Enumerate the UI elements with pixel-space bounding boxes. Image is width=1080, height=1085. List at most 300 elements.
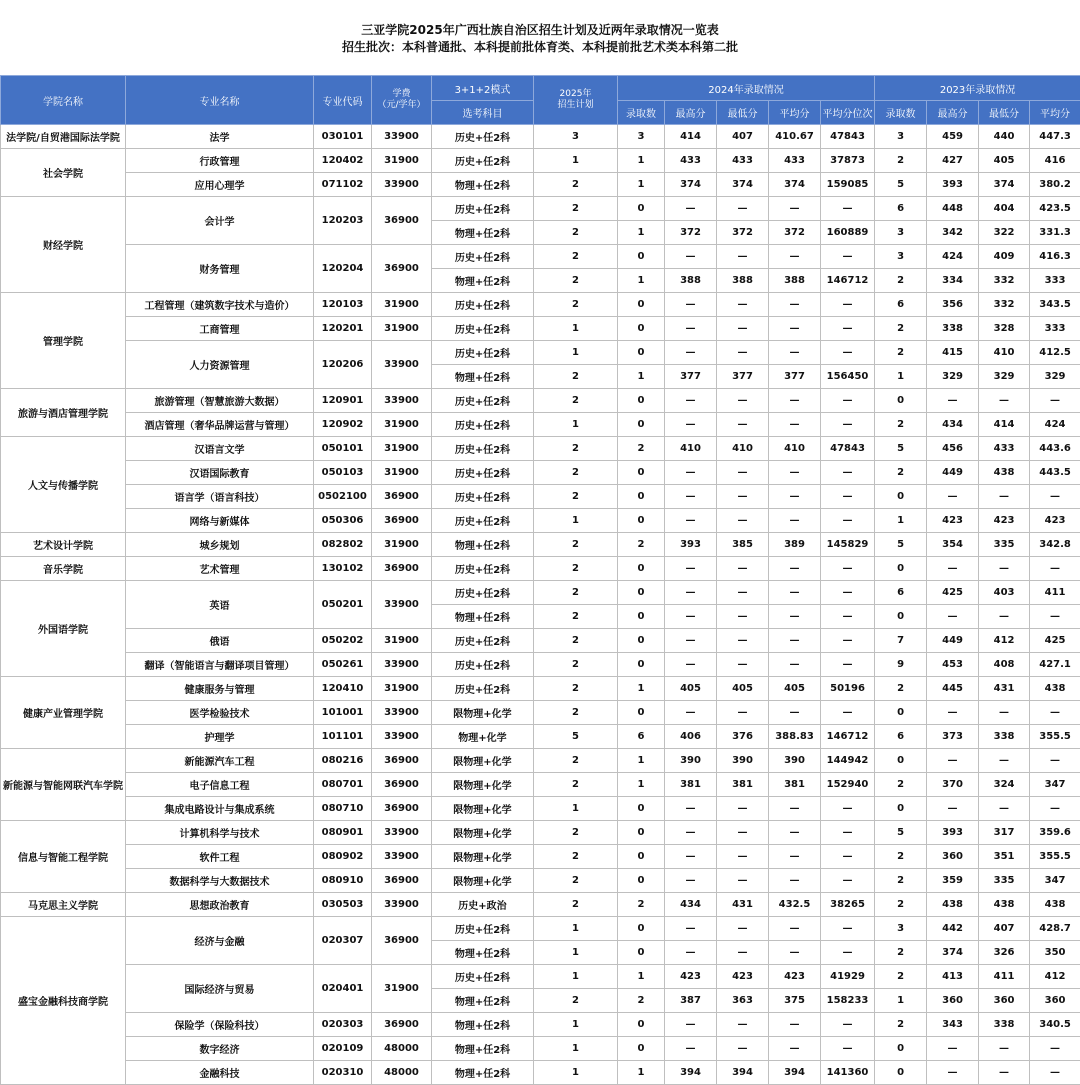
tuition-fee: 48000 bbox=[372, 1061, 432, 1085]
avg-2024: 381 bbox=[769, 773, 821, 797]
plan-2025: 2 bbox=[534, 197, 618, 221]
min-2023: 351 bbox=[979, 845, 1030, 869]
count-2023: 7 bbox=[875, 629, 927, 653]
major-name: 人力资源管理 bbox=[126, 341, 314, 389]
subject-requirement: 限物理+化学 bbox=[432, 773, 534, 797]
header-2024-max: 最高分 bbox=[665, 101, 717, 125]
major-name: 金融科技 bbox=[126, 1061, 314, 1085]
tuition-fee: 33900 bbox=[372, 725, 432, 749]
count-2024: 0 bbox=[618, 869, 665, 893]
min-2024: 372 bbox=[717, 221, 769, 245]
subject-requirement: 历史+任2科 bbox=[432, 581, 534, 605]
table-row bbox=[1, 173, 1080, 197]
count-2023: 5 bbox=[875, 533, 927, 557]
table-row bbox=[1, 893, 1080, 917]
max-2023: 338 bbox=[927, 317, 979, 341]
count-2024: 0 bbox=[618, 797, 665, 821]
count-2023: 0 bbox=[875, 1061, 927, 1085]
major-name: 健康服务与管理 bbox=[126, 677, 314, 701]
plan-2025: 3 bbox=[534, 125, 618, 149]
major-code: 020109 bbox=[314, 1037, 372, 1061]
max-2024: 394 bbox=[665, 1061, 717, 1085]
college-name: 马克思主义学院 bbox=[1, 893, 126, 917]
tuition-fee: 36900 bbox=[372, 245, 432, 293]
max-2023: — bbox=[927, 389, 979, 413]
max-2024: — bbox=[665, 341, 717, 365]
min-2023: 404 bbox=[979, 197, 1030, 221]
count-2024: 3 bbox=[618, 125, 665, 149]
college-name: 旅游与酒店管理学院 bbox=[1, 389, 126, 437]
avg-2023: 424 bbox=[1030, 413, 1080, 437]
avg-2024: — bbox=[769, 941, 821, 965]
major-name: 俄语 bbox=[126, 629, 314, 653]
table-row bbox=[1, 725, 1080, 749]
min-2024: — bbox=[717, 701, 769, 725]
tuition-fee: 33900 bbox=[372, 581, 432, 629]
subject-requirement: 历史+政治 bbox=[432, 893, 534, 917]
subject-requirement: 物理+任2科 bbox=[432, 269, 534, 293]
count-2024: 2 bbox=[618, 893, 665, 917]
major-name: 法学 bbox=[126, 125, 314, 149]
tuition-fee: 48000 bbox=[372, 1037, 432, 1061]
min-2023: — bbox=[979, 485, 1030, 509]
table-row bbox=[1, 581, 1080, 605]
plan-2025: 2 bbox=[534, 581, 618, 605]
avg-2023: 347 bbox=[1030, 869, 1080, 893]
max-2024: — bbox=[665, 941, 717, 965]
plan-2025: 2 bbox=[534, 437, 618, 461]
header-plan: 2025年 招生计划 bbox=[534, 76, 618, 125]
min-2024: — bbox=[717, 461, 769, 485]
table-row bbox=[1, 917, 1080, 941]
tuition-fee: 31900 bbox=[372, 533, 432, 557]
max-2024: 414 bbox=[665, 125, 717, 149]
major-code: 020307 bbox=[314, 917, 372, 965]
table-row bbox=[1, 125, 1080, 149]
min-2024: — bbox=[717, 389, 769, 413]
plan-2025: 2 bbox=[534, 269, 618, 293]
count-2024: 1 bbox=[618, 677, 665, 701]
avg-2024: 394 bbox=[769, 1061, 821, 1085]
min-2024: — bbox=[717, 1013, 769, 1037]
min-2023: 410 bbox=[979, 341, 1030, 365]
major-code: 050101 bbox=[314, 437, 372, 461]
tuition-fee: 31900 bbox=[372, 437, 432, 461]
count-2023: 2 bbox=[875, 845, 927, 869]
count-2024: 1 bbox=[618, 173, 665, 197]
avg-2023: — bbox=[1030, 749, 1080, 773]
max-2023: 356 bbox=[927, 293, 979, 317]
college-name: 音乐学院 bbox=[1, 557, 126, 581]
major-name: 保险学（保险科技） bbox=[126, 1013, 314, 1037]
plan-2025: 2 bbox=[534, 365, 618, 389]
rank-2024: — bbox=[821, 653, 875, 677]
subject-requirement: 限物理+化学 bbox=[432, 845, 534, 869]
plan-2025: 2 bbox=[534, 677, 618, 701]
subject-requirement: 历史+任2科 bbox=[432, 245, 534, 269]
count-2023: 0 bbox=[875, 605, 927, 629]
table-row bbox=[1, 509, 1080, 533]
header-major: 专业名称 bbox=[126, 76, 314, 125]
count-2024: 0 bbox=[618, 197, 665, 221]
min-2023: — bbox=[979, 605, 1030, 629]
min-2024: — bbox=[717, 821, 769, 845]
count-2023: 2 bbox=[875, 413, 927, 437]
max-2023: 423 bbox=[927, 509, 979, 533]
min-2024: — bbox=[717, 1037, 769, 1061]
header-college: 学院名称 bbox=[1, 76, 126, 125]
major-name: 数据科学与大数据技术 bbox=[126, 869, 314, 893]
tuition-fee: 36900 bbox=[372, 773, 432, 797]
subject-requirement: 物理+任2科 bbox=[432, 605, 534, 629]
max-2024: 372 bbox=[665, 221, 717, 245]
subject-requirement: 物理+任2科 bbox=[432, 173, 534, 197]
max-2023: — bbox=[927, 485, 979, 509]
table-row bbox=[1, 245, 1080, 269]
subject-requirement: 历史+任2科 bbox=[432, 509, 534, 533]
major-code: 101001 bbox=[314, 701, 372, 725]
avg-2024: 433 bbox=[769, 149, 821, 173]
table-row bbox=[1, 749, 1080, 773]
subject-requirement: 物理+任2科 bbox=[432, 365, 534, 389]
min-2023: — bbox=[979, 749, 1030, 773]
college-name: 社会学院 bbox=[1, 149, 126, 197]
count-2023: 6 bbox=[875, 293, 927, 317]
avg-2024: 432.5 bbox=[769, 893, 821, 917]
count-2023: 6 bbox=[875, 581, 927, 605]
avg-2024: 405 bbox=[769, 677, 821, 701]
count-2023: 2 bbox=[875, 317, 927, 341]
min-2024: 431 bbox=[717, 893, 769, 917]
count-2024: 1 bbox=[618, 1061, 665, 1085]
min-2023: 332 bbox=[979, 269, 1030, 293]
min-2024: — bbox=[717, 917, 769, 941]
min-2023: 335 bbox=[979, 533, 1030, 557]
avg-2024: — bbox=[769, 869, 821, 893]
min-2024: 407 bbox=[717, 125, 769, 149]
min-2023: 335 bbox=[979, 869, 1030, 893]
min-2024: — bbox=[717, 797, 769, 821]
min-2024: — bbox=[717, 845, 769, 869]
avg-2024: — bbox=[769, 1013, 821, 1037]
min-2023: 326 bbox=[979, 941, 1030, 965]
rank-2024: 146712 bbox=[821, 725, 875, 749]
college-name: 财经学院 bbox=[1, 197, 126, 293]
count-2024: 0 bbox=[618, 581, 665, 605]
major-code: 120206 bbox=[314, 341, 372, 389]
major-code: 050306 bbox=[314, 509, 372, 533]
max-2023: 415 bbox=[927, 341, 979, 365]
avg-2023: 360 bbox=[1030, 989, 1080, 1013]
avg-2024: — bbox=[769, 317, 821, 341]
major-code: 050261 bbox=[314, 653, 372, 677]
plan-2025: 2 bbox=[534, 533, 618, 557]
admission-table bbox=[0, 75, 1080, 1085]
table-row bbox=[1, 317, 1080, 341]
max-2023: 449 bbox=[927, 461, 979, 485]
min-2024: 423 bbox=[717, 965, 769, 989]
min-2024: — bbox=[717, 557, 769, 581]
max-2024: 387 bbox=[665, 989, 717, 1013]
count-2023: 0 bbox=[875, 389, 927, 413]
avg-2023: 340.5 bbox=[1030, 1013, 1080, 1037]
subject-requirement: 物理+任2科 bbox=[432, 1061, 534, 1085]
subject-requirement: 限物理+化学 bbox=[432, 749, 534, 773]
tuition-fee: 31900 bbox=[372, 293, 432, 317]
count-2023: 2 bbox=[875, 941, 927, 965]
major-name: 网络与新媒体 bbox=[126, 509, 314, 533]
major-name: 语言学（语言科技） bbox=[126, 485, 314, 509]
rank-2024: — bbox=[821, 797, 875, 821]
tuition-fee: 31900 bbox=[372, 677, 432, 701]
plan-2025: 2 bbox=[534, 845, 618, 869]
tuition-fee: 33900 bbox=[372, 701, 432, 725]
min-2024: 381 bbox=[717, 773, 769, 797]
count-2023: 3 bbox=[875, 245, 927, 269]
min-2024: 363 bbox=[717, 989, 769, 1013]
max-2023: 427 bbox=[927, 149, 979, 173]
count-2023: 2 bbox=[875, 269, 927, 293]
table-row bbox=[1, 197, 1080, 221]
major-name: 数字经济 bbox=[126, 1037, 314, 1061]
avg-2023: 443.6 bbox=[1030, 437, 1080, 461]
avg-2023: 412 bbox=[1030, 965, 1080, 989]
count-2023: 6 bbox=[875, 197, 927, 221]
min-2024: 394 bbox=[717, 1061, 769, 1085]
major-name: 护理学 bbox=[126, 725, 314, 749]
avg-2023: 333 bbox=[1030, 317, 1080, 341]
subject-requirement: 限物理+化学 bbox=[432, 797, 534, 821]
max-2023: 413 bbox=[927, 965, 979, 989]
max-2024: — bbox=[665, 197, 717, 221]
count-2024: 0 bbox=[618, 821, 665, 845]
avg-2023: — bbox=[1030, 557, 1080, 581]
min-2024: — bbox=[717, 509, 769, 533]
major-code: 050201 bbox=[314, 581, 372, 629]
header-2023-min: 最低分 bbox=[979, 101, 1030, 125]
tuition-fee: 33900 bbox=[372, 845, 432, 869]
rank-2024: — bbox=[821, 557, 875, 581]
rank-2024: 47843 bbox=[821, 125, 875, 149]
min-2023: 423 bbox=[979, 509, 1030, 533]
max-2023: 459 bbox=[927, 125, 979, 149]
max-2024: — bbox=[665, 245, 717, 269]
count-2024: 1 bbox=[618, 149, 665, 173]
tuition-fee: 36900 bbox=[372, 197, 432, 245]
min-2024: — bbox=[717, 413, 769, 437]
tuition-fee: 36900 bbox=[372, 509, 432, 533]
max-2024: — bbox=[665, 797, 717, 821]
table-row bbox=[1, 149, 1080, 173]
rank-2024: — bbox=[821, 941, 875, 965]
count-2024: 0 bbox=[618, 317, 665, 341]
plan-2025: 1 bbox=[534, 941, 618, 965]
count-2023: 2 bbox=[875, 869, 927, 893]
avg-2024: — bbox=[769, 557, 821, 581]
avg-2024: 410 bbox=[769, 437, 821, 461]
avg-2023: 347 bbox=[1030, 773, 1080, 797]
max-2024: — bbox=[665, 605, 717, 629]
college-name: 外国语学院 bbox=[1, 581, 126, 677]
max-2023: 360 bbox=[927, 989, 979, 1013]
major-code: 120201 bbox=[314, 317, 372, 341]
min-2023: 324 bbox=[979, 773, 1030, 797]
min-2024: — bbox=[717, 317, 769, 341]
count-2024: 0 bbox=[618, 605, 665, 629]
major-code: 120203 bbox=[314, 197, 372, 245]
count-2024: 0 bbox=[618, 941, 665, 965]
table-row bbox=[1, 293, 1080, 317]
title-block bbox=[0, 0, 1080, 75]
count-2023: 9 bbox=[875, 653, 927, 677]
plan-2025: 2 bbox=[534, 557, 618, 581]
major-code: 080902 bbox=[314, 845, 372, 869]
plan-2025: 2 bbox=[534, 485, 618, 509]
min-2023: — bbox=[979, 389, 1030, 413]
avg-2023: — bbox=[1030, 1061, 1080, 1085]
max-2023: 449 bbox=[927, 629, 979, 653]
min-2024: 405 bbox=[717, 677, 769, 701]
major-name: 应用心理学 bbox=[126, 173, 314, 197]
max-2023: 434 bbox=[927, 413, 979, 437]
avg-2024: 372 bbox=[769, 221, 821, 245]
subject-requirement: 物理+任2科 bbox=[432, 221, 534, 245]
min-2023: 374 bbox=[979, 173, 1030, 197]
max-2023: — bbox=[927, 701, 979, 725]
rank-2024: — bbox=[821, 845, 875, 869]
count-2023: 0 bbox=[875, 701, 927, 725]
college-name: 新能源与智能网联汽车学院 bbox=[1, 749, 126, 821]
plan-2025: 1 bbox=[534, 509, 618, 533]
subject-requirement: 历史+任2科 bbox=[432, 917, 534, 941]
max-2023: — bbox=[927, 749, 979, 773]
major-name: 计算机科学与技术 bbox=[126, 821, 314, 845]
max-2024: — bbox=[665, 485, 717, 509]
max-2024: 374 bbox=[665, 173, 717, 197]
count-2024: 0 bbox=[618, 245, 665, 269]
avg-2023: 380.2 bbox=[1030, 173, 1080, 197]
major-code: 080901 bbox=[314, 821, 372, 845]
count-2023: 1 bbox=[875, 509, 927, 533]
rank-2024: — bbox=[821, 389, 875, 413]
major-code: 082802 bbox=[314, 533, 372, 557]
table-row bbox=[1, 1013, 1080, 1037]
max-2024: — bbox=[665, 509, 717, 533]
subject-requirement: 历史+任2科 bbox=[432, 437, 534, 461]
avg-2024: — bbox=[769, 1037, 821, 1061]
plan-2025: 2 bbox=[534, 701, 618, 725]
max-2024: — bbox=[665, 845, 717, 869]
max-2024: — bbox=[665, 389, 717, 413]
avg-2024: 375 bbox=[769, 989, 821, 1013]
max-2024: 433 bbox=[665, 149, 717, 173]
avg-2024: — bbox=[769, 605, 821, 629]
major-name: 思想政治教育 bbox=[126, 893, 314, 917]
rank-2024: — bbox=[821, 413, 875, 437]
avg-2024: — bbox=[769, 245, 821, 269]
plan-2025: 2 bbox=[534, 389, 618, 413]
count-2023: 2 bbox=[875, 677, 927, 701]
header-mode: 3+1+2模式 bbox=[432, 76, 534, 101]
count-2023: 2 bbox=[875, 341, 927, 365]
major-code: 120902 bbox=[314, 413, 372, 437]
max-2023: 442 bbox=[927, 917, 979, 941]
min-2023: 408 bbox=[979, 653, 1030, 677]
avg-2024: — bbox=[769, 845, 821, 869]
table-row bbox=[1, 413, 1080, 437]
min-2023: 438 bbox=[979, 893, 1030, 917]
plan-2025: 2 bbox=[534, 173, 618, 197]
avg-2024: — bbox=[769, 341, 821, 365]
avg-2023: 438 bbox=[1030, 677, 1080, 701]
plan-2025: 2 bbox=[534, 869, 618, 893]
major-code: 071102 bbox=[314, 173, 372, 197]
count-2023: 0 bbox=[875, 557, 927, 581]
major-code: 130102 bbox=[314, 557, 372, 581]
min-2023: 411 bbox=[979, 965, 1030, 989]
count-2023: 6 bbox=[875, 725, 927, 749]
max-2023: 343 bbox=[927, 1013, 979, 1037]
max-2023: 354 bbox=[927, 533, 979, 557]
avg-2024: 390 bbox=[769, 749, 821, 773]
min-2023: 407 bbox=[979, 917, 1030, 941]
plan-2025: 1 bbox=[534, 413, 618, 437]
avg-2024: — bbox=[769, 413, 821, 437]
count-2024: 1 bbox=[618, 773, 665, 797]
major-name: 汉语国际教育 bbox=[126, 461, 314, 485]
rank-2024: — bbox=[821, 629, 875, 653]
avg-2023: 350 bbox=[1030, 941, 1080, 965]
avg-2023: 331.3 bbox=[1030, 221, 1080, 245]
plan-2025: 2 bbox=[534, 245, 618, 269]
tuition-fee: 33900 bbox=[372, 821, 432, 845]
max-2024: — bbox=[665, 701, 717, 725]
college-name: 盛宝金融科技商学院 bbox=[1, 917, 126, 1085]
max-2023: 456 bbox=[927, 437, 979, 461]
tuition-fee: 31900 bbox=[372, 629, 432, 653]
avg-2024: — bbox=[769, 485, 821, 509]
avg-2024: — bbox=[769, 461, 821, 485]
header-2024-count: 录取数 bbox=[618, 101, 665, 125]
min-2024: — bbox=[717, 293, 769, 317]
count-2023: 2 bbox=[875, 893, 927, 917]
max-2024: — bbox=[665, 461, 717, 485]
subject-requirement: 历史+任2科 bbox=[432, 629, 534, 653]
avg-2024: — bbox=[769, 797, 821, 821]
major-code: 120901 bbox=[314, 389, 372, 413]
min-2023: 332 bbox=[979, 293, 1030, 317]
min-2023: 438 bbox=[979, 461, 1030, 485]
min-2023: 440 bbox=[979, 125, 1030, 149]
tuition-fee: 33900 bbox=[372, 653, 432, 677]
avg-2023: 416.3 bbox=[1030, 245, 1080, 269]
major-name: 英语 bbox=[126, 581, 314, 629]
tuition-fee: 33900 bbox=[372, 341, 432, 389]
table-row bbox=[1, 1037, 1080, 1061]
table-row bbox=[1, 797, 1080, 821]
max-2023: 374 bbox=[927, 941, 979, 965]
major-code: 0502100 bbox=[314, 485, 372, 509]
avg-2023: 427.1 bbox=[1030, 653, 1080, 677]
rank-2024: 141360 bbox=[821, 1061, 875, 1085]
min-2024: — bbox=[717, 245, 769, 269]
major-name: 财务管理 bbox=[126, 245, 314, 293]
plan-2025: 2 bbox=[534, 773, 618, 797]
avg-2023: — bbox=[1030, 605, 1080, 629]
rank-2024: 145829 bbox=[821, 533, 875, 557]
plan-2025: 2 bbox=[534, 629, 618, 653]
avg-2024: 388.83 bbox=[769, 725, 821, 749]
